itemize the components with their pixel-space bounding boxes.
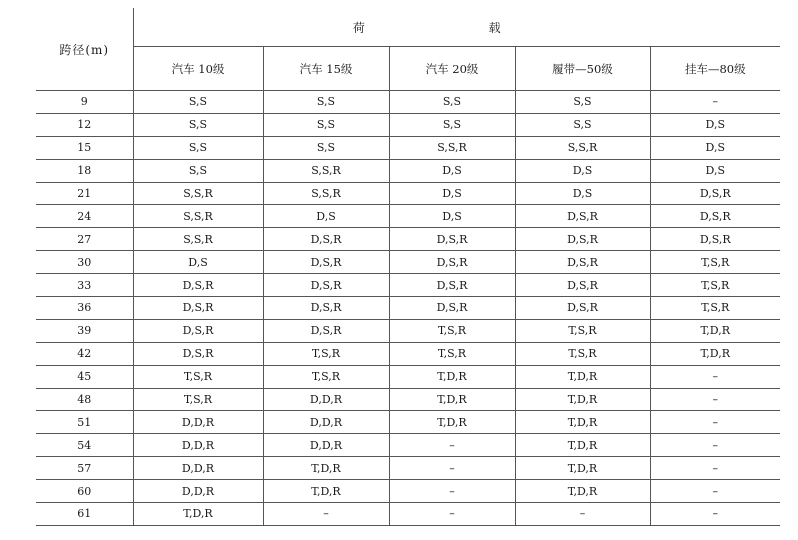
load-value-cell: D,S,R: [650, 182, 780, 205]
load-value-cell: D,S: [263, 205, 389, 228]
table-row: [36, 205, 780, 228]
table-row: [36, 388, 780, 411]
table-row: [36, 136, 780, 159]
load-value-cell: D,S,R: [389, 297, 515, 320]
span-cell: 54: [36, 434, 133, 457]
load-value-cell: D,D,R: [263, 388, 389, 411]
span-cell: 51: [36, 411, 133, 434]
load-value-cell: –: [389, 503, 515, 526]
load-value-cell: S,S,R: [263, 182, 389, 205]
load-value-cell: D,S: [515, 182, 650, 205]
load-value-cell: T,D,R: [515, 411, 650, 434]
table-row: [36, 319, 780, 342]
load-value-cell: D,S,R: [263, 297, 389, 320]
table-row: [36, 113, 780, 136]
load-value-cell: D,D,R: [133, 434, 263, 457]
load-value-cell: D,S: [515, 159, 650, 182]
load-value-cell: T,D,R: [389, 388, 515, 411]
span-cell: 61: [36, 503, 133, 526]
load-value-cell: T,D,R: [133, 503, 263, 526]
load-value-cell: –: [650, 480, 780, 503]
load-value-cell: D,S,R: [650, 228, 780, 251]
load-value-cell: T,D,R: [389, 411, 515, 434]
table-row: [36, 480, 780, 503]
load-value-cell: S,S: [263, 91, 389, 114]
load-value-cell: S,S: [389, 91, 515, 114]
span-cell: 60: [36, 480, 133, 503]
load-value-cell: D,S,R: [133, 319, 263, 342]
load-value-cell: T,S,R: [133, 365, 263, 388]
load-value-cell: S,S,R: [133, 228, 263, 251]
span-cell: 39: [36, 319, 133, 342]
load-value-cell: D,D,R: [133, 411, 263, 434]
load-value-cell: S,S: [133, 159, 263, 182]
load-value-cell: S,S: [263, 136, 389, 159]
load-value-cell: T,S,R: [515, 319, 650, 342]
table-row: [36, 411, 780, 434]
load-column-header: 挂车—80级: [650, 47, 780, 91]
load-value-cell: T,S,R: [650, 251, 780, 274]
table-row: [36, 457, 780, 480]
load-column-header: 汽车 20级: [389, 47, 515, 91]
load-value-cell: D,S,R: [515, 274, 650, 297]
span-cell: 45: [36, 365, 133, 388]
load-value-cell: D,S,R: [389, 228, 515, 251]
table-row: [36, 159, 780, 182]
load-value-cell: D,S,R: [133, 274, 263, 297]
load-value-cell: T,S,R: [515, 342, 650, 365]
load-value-cell: D,S: [389, 159, 515, 182]
load-value-cell: T,D,R: [650, 319, 780, 342]
load-value-cell: D,S,R: [263, 228, 389, 251]
load-value-cell: D,S,R: [515, 251, 650, 274]
load-value-cell: D,S,R: [650, 205, 780, 228]
load-group-header: 荷 载: [133, 8, 780, 47]
load-value-cell: –: [650, 365, 780, 388]
table-row: [36, 297, 780, 320]
load-value-cell: D,S: [389, 182, 515, 205]
load-value-cell: D,D,R: [133, 480, 263, 503]
load-value-cell: T,D,R: [515, 365, 650, 388]
load-value-cell: D,S: [389, 205, 515, 228]
load-value-cell: –: [650, 503, 780, 526]
table-row: [36, 91, 780, 114]
table-row: [36, 434, 780, 457]
load-value-cell: S,S: [263, 113, 389, 136]
load-value-cell: S,S,R: [133, 182, 263, 205]
load-value-cell: –: [650, 411, 780, 434]
load-value-cell: D,S: [133, 251, 263, 274]
load-value-cell: D,S: [650, 113, 780, 136]
load-value-cell: T,D,R: [515, 388, 650, 411]
table-row: [36, 274, 780, 297]
load-value-cell: S,S,R: [515, 136, 650, 159]
load-value-cell: T,S,R: [389, 319, 515, 342]
load-value-cell: S,S: [389, 113, 515, 136]
load-value-cell: D,S,R: [133, 342, 263, 365]
load-value-cell: D,S,R: [515, 297, 650, 320]
span-cell: 24: [36, 205, 133, 228]
span-cell: 12: [36, 113, 133, 136]
load-value-cell: T,S,R: [133, 388, 263, 411]
load-value-cell: S,S,R: [263, 159, 389, 182]
table-row: [36, 503, 780, 526]
load-value-cell: T,D,R: [263, 457, 389, 480]
span-cell: 21: [36, 182, 133, 205]
load-value-cell: D,S,R: [515, 205, 650, 228]
table-row: [36, 228, 780, 251]
span-cell: 33: [36, 274, 133, 297]
load-value-cell: D,S,R: [263, 319, 389, 342]
load-value-cell: D,S,R: [389, 274, 515, 297]
load-column-header: 履带—50级: [515, 47, 650, 91]
table-row: [36, 251, 780, 274]
load-value-cell: T,S,R: [263, 365, 389, 388]
load-value-cell: D,S: [650, 159, 780, 182]
load-value-cell: T,S,R: [650, 297, 780, 320]
load-value-cell: D,S,R: [133, 297, 263, 320]
load-value-cell: D,D,R: [263, 434, 389, 457]
load-value-cell: D,D,R: [263, 411, 389, 434]
load-value-cell: D,S: [650, 136, 780, 159]
load-value-cell: D,D,R: [133, 457, 263, 480]
load-column-header: 汽车 15级: [263, 47, 389, 91]
table-row: [36, 342, 780, 365]
load-value-cell: T,D,R: [515, 434, 650, 457]
load-value-cell: –: [389, 457, 515, 480]
load-value-cell: –: [389, 480, 515, 503]
load-value-cell: T,S,R: [650, 274, 780, 297]
load-value-cell: –: [515, 503, 650, 526]
load-value-cell: T,S,R: [263, 342, 389, 365]
table-footnote: [52, 528, 772, 540]
load-value-cell: –: [650, 434, 780, 457]
load-value-cell: S,S: [515, 113, 650, 136]
span-cell: 30: [36, 251, 133, 274]
load-value-cell: S,S: [515, 91, 650, 114]
span-cell: 57: [36, 457, 133, 480]
load-value-cell: T,D,R: [515, 457, 650, 480]
load-value-cell: D,S,R: [515, 228, 650, 251]
load-value-cell: S,S: [133, 91, 263, 114]
load-value-cell: D,S,R: [263, 251, 389, 274]
span-cell: 18: [36, 159, 133, 182]
load-value-cell: T,D,R: [263, 480, 389, 503]
load-value-cell: D,S,R: [389, 251, 515, 274]
span-column-header: 跨径(m): [36, 8, 133, 91]
load-value-cell: –: [263, 503, 389, 526]
span-cell: 27: [36, 228, 133, 251]
load-value-cell: –: [650, 91, 780, 114]
span-cell: 36: [36, 297, 133, 320]
table-row: [36, 182, 780, 205]
load-value-cell: T,S,R: [389, 342, 515, 365]
span-cell: 42: [36, 342, 133, 365]
load-value-cell: T,D,R: [389, 365, 515, 388]
span-cell: 15: [36, 136, 133, 159]
load-value-cell: S,S: [133, 113, 263, 136]
load-value-cell: S,S,R: [389, 136, 515, 159]
load-span-table: [36, 8, 780, 526]
load-value-cell: S,S,R: [133, 205, 263, 228]
load-value-cell: T,D,R: [515, 480, 650, 503]
load-value-cell: D,S,R: [263, 274, 389, 297]
span-cell: 48: [36, 388, 133, 411]
span-cell: 9: [36, 91, 133, 114]
load-value-cell: S,S: [133, 136, 263, 159]
load-value-cell: –: [650, 457, 780, 480]
load-value-cell: T,D,R: [650, 342, 780, 365]
load-value-cell: –: [650, 388, 780, 411]
load-value-cell: –: [389, 434, 515, 457]
table-row: [36, 365, 780, 388]
load-column-header: 汽车 10级: [133, 47, 263, 91]
